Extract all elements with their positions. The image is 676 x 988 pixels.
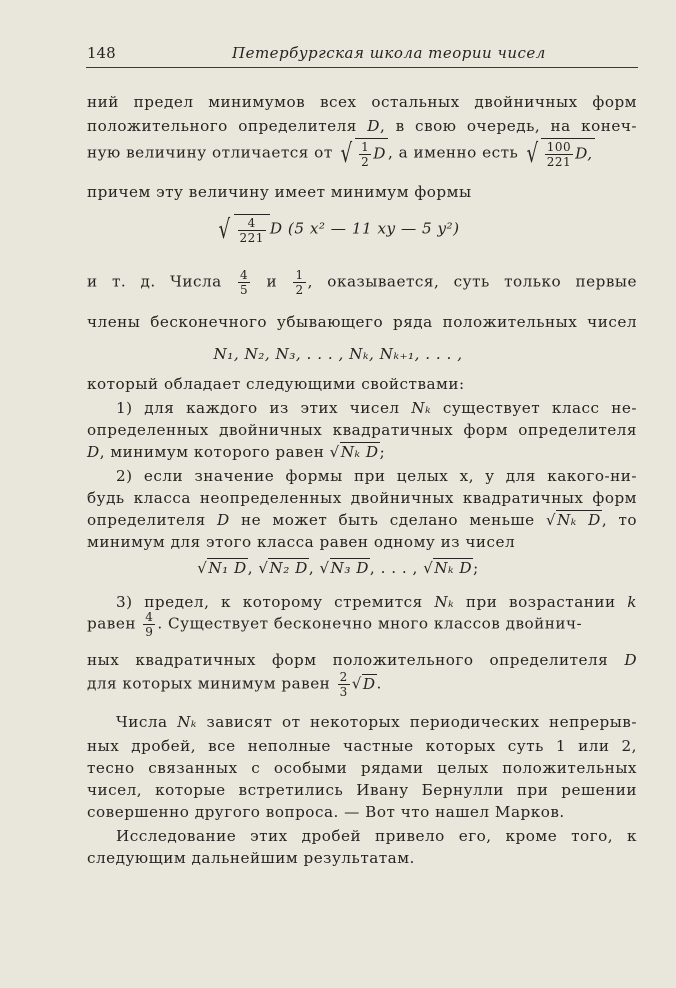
text-line-11: 2) если значение формы при целых x, y для какого-ни- — [116, 467, 637, 485]
text-line-24: Исследование этих дробей привело его, кроме того, к — [116, 827, 637, 845]
text-line-2: положительного определителя D, в свою очередь, на конеч- — [87, 117, 637, 135]
formula-2: √N₁ D, √N₂ D, √N₃ D, . . . , √Nₖ D; — [197, 559, 479, 577]
text-line-18: для которых минимум равен $\frac{2}{3}$ √D. — [87, 670, 382, 699]
text-line-19: Числа Nₖ зависят от некоторых периодических непрерыв- — [116, 713, 637, 731]
text-line-9: определенных двойничных квадратичных форм определителя — [87, 421, 637, 439]
page-number: 148 — [87, 44, 116, 62]
text-line-16: равен $\frac{4}{9}$ . Существует бесконечно много классов двойнич- — [87, 610, 583, 639]
radical-100-221: √ $\frac{100}{221}$ D, — [526, 138, 593, 169]
text-line-12: будь класса неопределенных двойничных квадратичных форм — [87, 489, 637, 507]
text-line-6: члены бесконечного убывающего ряда положительных чисел — [87, 313, 637, 331]
text-line-3: ную величину отличается от √ $\frac{1}{2}$ D , а именно есть √ $\frac{100}{221}$ D, — [87, 138, 593, 169]
text-line-15: 3) предел, к которому стремится Nₖ при возрастании k — [116, 593, 637, 611]
text-line-20: ных дробей, все неполные частные которых суть 1 или 2, — [87, 737, 637, 755]
text-line-25: следующим дальнейшим результатам. — [87, 849, 415, 867]
text-line-23: совершенно другого вопроса. — Вот что нашел Марков. — [87, 803, 565, 821]
text-line-8: 1) для каждого из этих чисел Nₖ существует класс не- — [116, 399, 637, 417]
formula-1: √ $\frac{4}{221}$ D (5 x² — 11 xy — 5 y²) — [218, 214, 460, 245]
text-line-21: тесно связанных с особыми рядами целых положительных — [87, 759, 637, 777]
text-line-1: ний предел минимумов всех остальных двойничных форм — [87, 93, 637, 111]
text-line-14: минимум для этого класса равен одному из чисел — [87, 533, 516, 551]
sequence: N₁, N₂, N₃, . . . , Nₖ, Nₖ₊₁, . . . , — [213, 345, 463, 363]
text-line-5: и т. д. Числа $\frac{4}{5}$ и $\frac{1}{2}$ , оказывается, суть только первые — [87, 268, 637, 297]
radical-half: √ $\frac{1}{2}$ D — [340, 138, 386, 169]
text-line-17: ных квадратичных форм положительного определителя D — [87, 651, 637, 669]
text-line-10: D, минимум которого равен √Nₖ D; — [87, 443, 386, 461]
header-rule — [86, 67, 638, 68]
text-line-13: определителя D не может быть сделано меньше √Nₖ D, то — [87, 511, 637, 529]
text-line-22: чисел, которые встретились Ивану Бернулли при решении — [87, 781, 637, 799]
text-line-7: который обладает следующими свойствами: — [87, 375, 465, 393]
running-title: Петербургская школа теории чисел — [232, 44, 546, 62]
text-line-4: причем эту величину имеет минимум формы — [87, 183, 472, 201]
